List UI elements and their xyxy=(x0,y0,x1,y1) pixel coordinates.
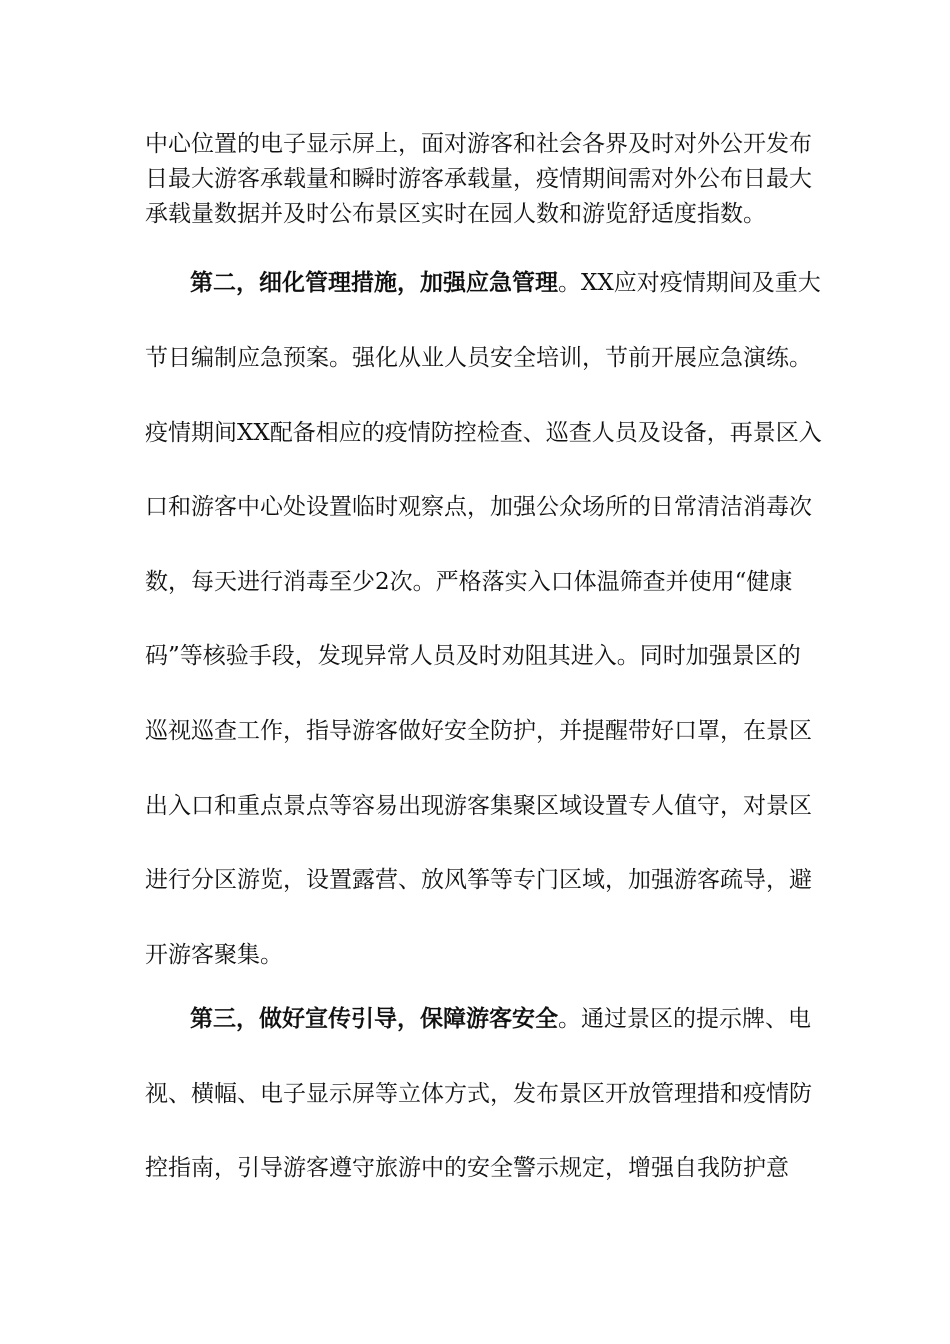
paragraph-1-line-2: 日最大游客承载量和瞬时游客承载量，疫情期间需对外公布日最大 xyxy=(145,166,812,192)
paragraph-2-line-10: 开游客聚集。 xyxy=(145,942,283,968)
paragraph-3-line-2: 视、横幅、电子显示屏等立体方式，发布景区开放管理措和疫情防 xyxy=(145,1081,812,1107)
paragraph-2-line-3: 疫情期间XX配备相应的疫情防控检查、巡查人员及设备，再景区入 xyxy=(145,420,822,446)
paragraph-3-line-1 xyxy=(190,1004,850,1034)
paragraph-2-line-4: 口和游客中心处设置临时观察点，加强公众场所的日常清洁消毒次 xyxy=(145,494,812,520)
paragraph-2-first-line-text: 。XX应对疫情期间及重大 xyxy=(558,270,821,296)
paragraph-2-heading: 第二，细化管理措施，加强应急管理 xyxy=(190,269,558,296)
paragraph-2-line-7: 巡视巡查工作，指导游客做好安全防护，并提醒带好口罩，在景区 xyxy=(145,718,812,744)
paragraph-1-line-3: 承载量数据并及时公布景区实时在园人数和游览舒适度指数。 xyxy=(145,201,766,227)
paragraph-3-line-3: 控指南，引导游客遵守旅游中的安全警示规定，增强自我防护意 xyxy=(145,1155,789,1181)
paragraph-1-line-1: 中心位置的电子显示屏上，面对游客和社会各界及时对外公开发布 xyxy=(145,131,812,157)
paragraph-2-line-5: 数，每天进行消毒至少2次。严格落实入口体温筛查并使用“健康 xyxy=(145,569,793,595)
paragraph-2-line-8: 出入口和重点景点等容易出现游客集聚区域设置专人值守，对景区 xyxy=(145,793,812,819)
paragraph-2-line-6: 码”等核验手段，发现异常人员及时劝阻其进入。同时加强景区的 xyxy=(145,643,801,669)
paragraph-3-first-line-text: 。通过景区的提示牌、电 xyxy=(558,1006,811,1032)
paragraph-2-line-2: 节日编制应急预案。强化从业人员安全培训，节前开展应急演练。 xyxy=(145,345,812,371)
paragraph-3-heading: 第三，做好宣传引导，保障游客安全 xyxy=(190,1005,558,1032)
paragraph-2-line-1 xyxy=(190,268,850,298)
paragraph-2-line-9: 进行分区游览，设置露营、放风筝等专门区域，加强游客疏导，避 xyxy=(145,867,812,893)
